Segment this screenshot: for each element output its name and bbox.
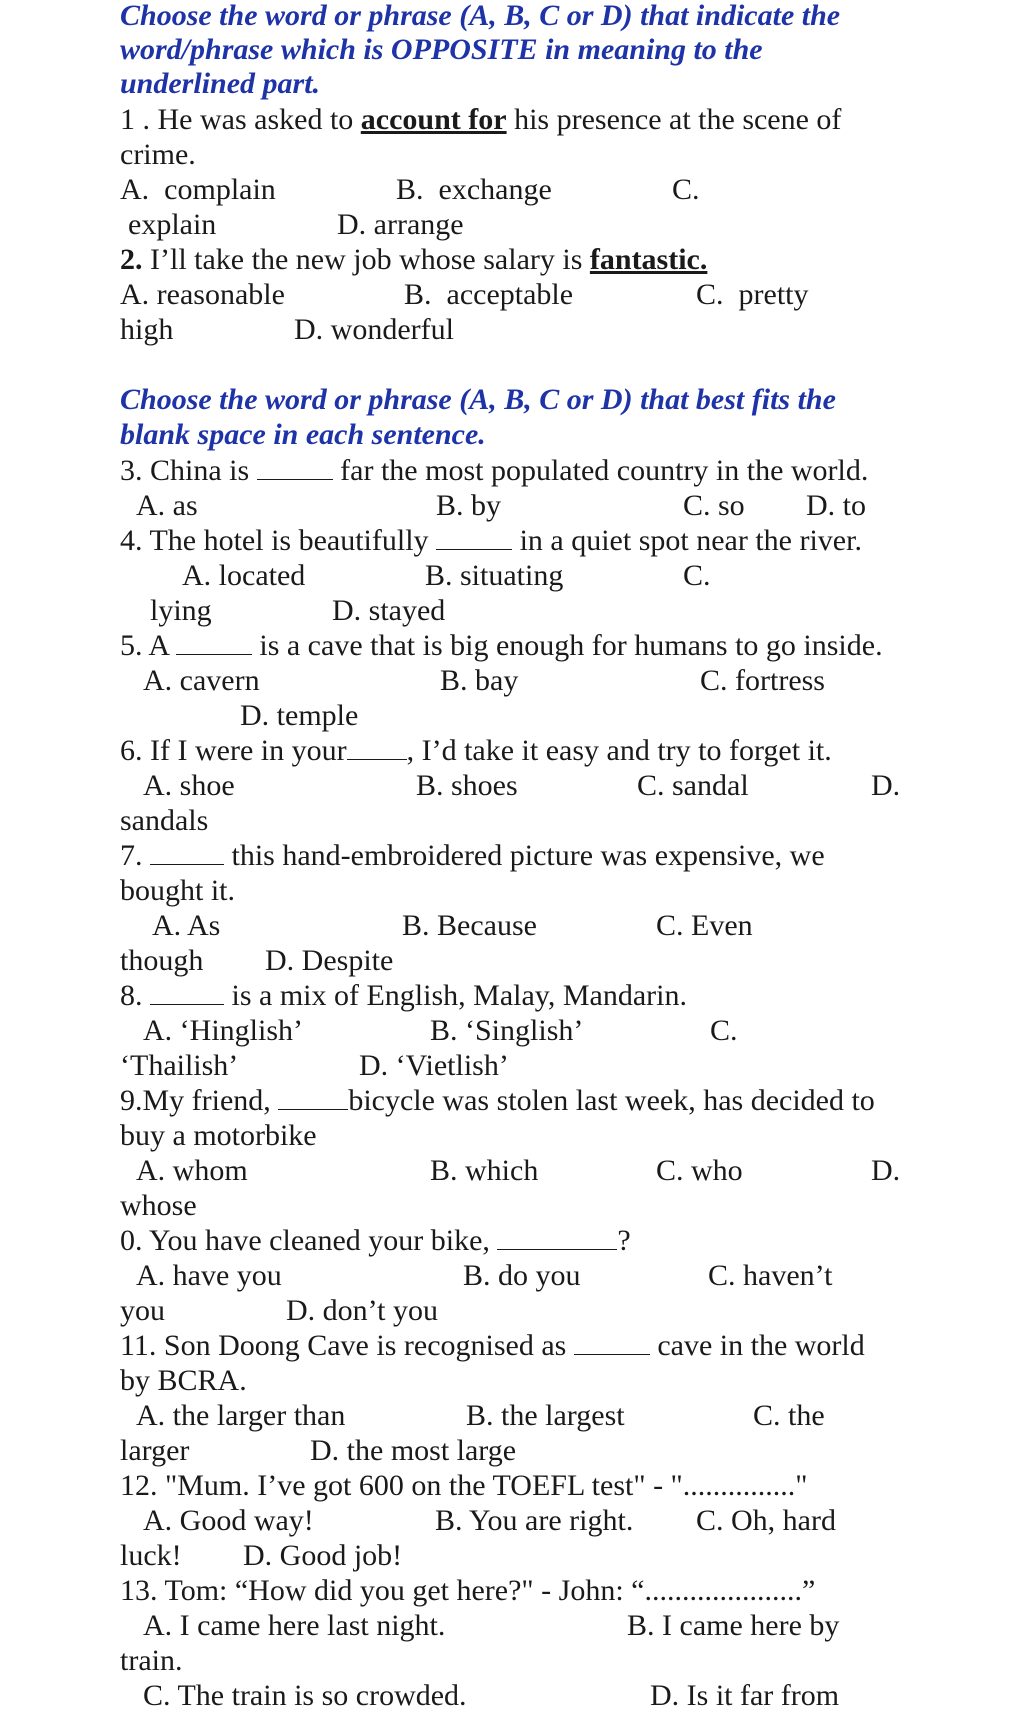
q7-option-d: D. Despite xyxy=(265,944,394,977)
q6-blank xyxy=(347,735,407,760)
q9-option-a: A. whom xyxy=(136,1154,248,1187)
q11-option-a: A. the larger than xyxy=(136,1399,346,1432)
q9-stem-line2: buy a motorbike xyxy=(120,1119,317,1152)
q8-blank xyxy=(150,980,224,1005)
q5-option-d: D. temple xyxy=(240,699,359,732)
section2-heading-line1: Choose the word or phrase (A, B, C or D) that best fits the xyxy=(120,383,836,416)
q11-stem: 11. Son Doong Cave is recognised as cave in the world xyxy=(120,1329,865,1362)
q2-option-b: B. acceptable xyxy=(404,278,574,311)
q8-option-c-text: ‘Thailish’ xyxy=(120,1049,239,1082)
q10-option-a: A. have you xyxy=(136,1259,282,1292)
q8-option-d: D. ‘Vietlish’ xyxy=(359,1049,509,1082)
q3-option-c: C. so xyxy=(683,489,745,522)
q4-blank xyxy=(436,525,512,550)
q3-option-b: B. by xyxy=(436,489,502,522)
q5-option-a: A. cavern xyxy=(143,664,260,697)
q3-option-a: A. as xyxy=(136,489,198,522)
q1-option-b: B. exchange xyxy=(396,173,552,206)
q11-option-c: C. the xyxy=(753,1399,825,1432)
q2-number: 2. xyxy=(120,243,143,276)
q12-option-a: A. Good way! xyxy=(143,1504,314,1537)
q12-stem: 12. "Mum. I’ve got 600 on the TOEFL test" - "..............." xyxy=(120,1469,808,1502)
q5-blank xyxy=(176,630,252,655)
q1-stem-line2: crime. xyxy=(120,138,196,171)
q10-option-d: D. don’t you xyxy=(286,1294,438,1327)
q8-stem: 8. is a mix of English, Malay, Mandarin. xyxy=(120,979,687,1012)
q13-option-b: B. I came here by xyxy=(627,1609,840,1642)
q7-option-b: B. Because xyxy=(402,909,537,942)
section2-heading-line2: blank space in each sentence. xyxy=(120,418,486,451)
q12-option-c: C. Oh, hard xyxy=(696,1504,836,1537)
q3-option-d: D. to xyxy=(806,489,866,522)
q7-option-c-text: though xyxy=(120,944,204,977)
q13-option-d: D. Is it far from xyxy=(650,1679,840,1712)
q3-blank xyxy=(257,455,333,480)
q12-option-c-text: luck! xyxy=(120,1539,182,1572)
q6-stem: 6. If I were in your , I’d take it easy and try to forget it. xyxy=(120,734,832,767)
q2-underlined-part: fantastic. xyxy=(589,243,708,276)
q12-option-d: D. Good job! xyxy=(243,1539,403,1572)
q13-option-c: C. The train is so crowded. xyxy=(143,1679,467,1712)
q6-option-c: C. sandal xyxy=(637,769,749,802)
q5-option-c: C. fortress xyxy=(700,664,825,697)
q4-option-c: C. xyxy=(683,559,711,592)
q11-stem-line2: by BCRA. xyxy=(120,1364,247,1397)
q1-stem: 1 . He was asked to account for his presence at the scene of xyxy=(120,103,842,136)
q2-option-c-text: high xyxy=(120,313,174,346)
q9-stem: 9.My friend, bicycle was stolen last week, has decided to xyxy=(120,1084,875,1117)
q7-stem: 7. this hand-embroidered picture was expensive, we xyxy=(120,839,825,872)
q11-blank xyxy=(574,1330,650,1355)
q4-option-d: D. stayed xyxy=(332,594,446,627)
q7-option-a: A. As xyxy=(152,909,221,942)
q9-option-d-text: whose xyxy=(120,1189,197,1222)
section1-heading-line1: Choose the word or phrase (A, B, C or D) that indicate the xyxy=(120,0,841,32)
q10-option-c-text: you xyxy=(120,1294,165,1327)
q2-option-d: D. wonderful xyxy=(294,313,454,346)
q8-option-b: B. ‘Singlish’ xyxy=(430,1014,584,1047)
q11-option-d: D. the most large xyxy=(310,1434,517,1467)
q7-option-c: C. Even xyxy=(656,909,753,942)
q6-option-b: B. shoes xyxy=(416,769,518,802)
q10-option-b: B. do you xyxy=(463,1259,581,1292)
q4-option-c-text: lying xyxy=(150,594,212,627)
q2-option-a: A. reasonable xyxy=(120,278,285,311)
section1-heading-line3: underlined part. xyxy=(120,67,321,100)
q1-option-d: D. arrange xyxy=(337,208,464,241)
q12-option-b: B. You are right. xyxy=(435,1504,634,1537)
q13-stem: 13. Tom: “How did you get here?" - John: “.....................” xyxy=(120,1574,816,1607)
q6-option-a: A. shoe xyxy=(143,769,235,802)
q13-option-a: A. I came here last night. xyxy=(143,1609,446,1642)
q4-option-b: B. situating xyxy=(425,559,564,592)
section1-heading-line2: word/phrase which is OPPOSITE in meaning to the xyxy=(120,33,763,66)
q2-stem: 2. I’ll take the new job whose salary is fantastic. xyxy=(120,243,708,276)
q6-option-d: D. xyxy=(871,769,901,802)
q2-option-c: C. pretty xyxy=(696,278,809,311)
q9-blank xyxy=(278,1085,348,1110)
q3-stem: 3. China is far the most populated country in the world. xyxy=(120,454,869,487)
q7-stem-line2: bought it. xyxy=(120,874,236,907)
q6-option-d-text: sandals xyxy=(120,804,209,837)
q1-number: 1 xyxy=(120,103,135,136)
q1-option-c-text: explain xyxy=(128,208,217,241)
q9-option-c: C. who xyxy=(656,1154,743,1187)
q5-option-b: B. bay xyxy=(440,664,519,697)
q4-option-a: A. located xyxy=(182,559,306,592)
q10-option-c: C. haven’t xyxy=(708,1259,833,1292)
q1-underlined-part: account for xyxy=(360,103,507,136)
q8-option-a: A. ‘Hinglish’ xyxy=(143,1014,303,1047)
q10-stem: 0. You have cleaned your bike, ? xyxy=(120,1224,631,1257)
q4-stem: 4. The hotel is beautifully in a quiet spot near the river. xyxy=(120,524,862,557)
q11-option-c-text: larger xyxy=(120,1434,190,1467)
q9-option-b: B. which xyxy=(430,1154,539,1187)
q9-option-d: D. xyxy=(871,1154,901,1187)
q1-option-c: C. xyxy=(672,173,700,206)
q5-stem: 5. A is a cave that is big enough for humans to go inside. xyxy=(120,629,883,662)
q8-option-c: C. xyxy=(710,1014,738,1047)
q11-option-b: B. the largest xyxy=(466,1399,625,1432)
q10-blank xyxy=(497,1225,617,1250)
q13-option-b-text: train. xyxy=(120,1644,183,1677)
q7-blank xyxy=(150,840,224,865)
q1-option-a: A. complain xyxy=(120,173,276,206)
